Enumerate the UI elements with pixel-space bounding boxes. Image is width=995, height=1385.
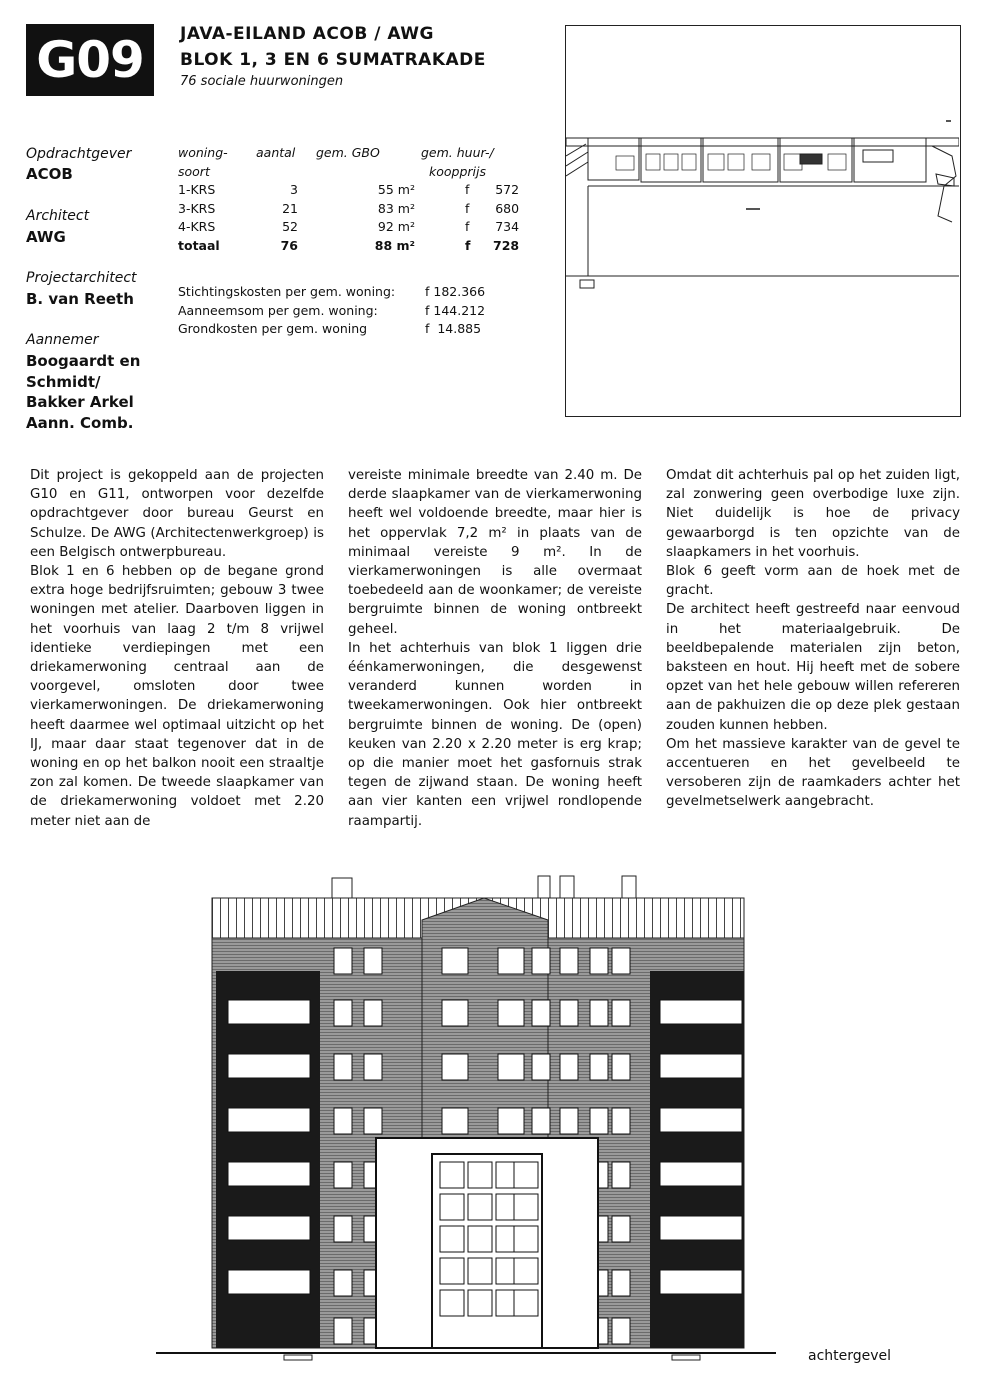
balcony-window — [228, 1054, 310, 1078]
total-label: totaal — [178, 237, 220, 253]
cost-row — [178, 302, 485, 321]
cell-count: 52 — [282, 219, 298, 234]
cell-gbo: 55 m² — [377, 182, 415, 197]
window — [334, 1216, 352, 1242]
window — [590, 1108, 608, 1134]
window — [532, 1108, 550, 1134]
window — [364, 1000, 382, 1026]
facade-svg — [156, 868, 801, 1368]
table-row — [178, 201, 523, 220]
bay-window-pane — [514, 1162, 538, 1188]
paragraph: Blok 1 en 6 hebben op de begane grond extra hoge bedrijfsruimten; gebouw 3 twee woningen met atelier. Daarboven liggen in het voorhuis van laag 2 t/m 8 vrijwel identieke verdiepingen met een driekamerwoning centraal aan de voorgevel, omsloten door twee vierkamerwoningen. De driekamerwoning heeft daarmee wel optimaal uitzicht op het IJ, maar daar staat tegenover dat in de woning en op het balkon nooit een straaltje zon zal komen. De tweede slaapkamer van de driekamerwoning voldoet met 2.20 meter niet aan de — [30, 564, 324, 829]
drawing-caption: achtergevel — [808, 1348, 892, 1364]
tower-window — [498, 1000, 524, 1026]
bay-window-pane — [440, 1226, 464, 1252]
contractor-line: Aann. Comb. — [26, 413, 134, 432]
balcony-window — [228, 1000, 310, 1024]
title-line-2: BLOK 1, 3 EN 6 SUMATRAKADE — [180, 50, 486, 70]
tower-window — [442, 1054, 468, 1080]
window — [334, 948, 352, 974]
cell-type: 4-KRS — [178, 219, 216, 234]
window — [612, 1054, 630, 1080]
tower-window — [442, 948, 468, 974]
title-line-1: JAVA-EILAND ACOB / AWG — [180, 24, 434, 44]
paragraph: vereiste minimale breedte van 2.40 m. De derde slaapkamer van de vierkamerwoning heeft wel voldoende breedte, maar hier is het oppervlak 7,2 m² in plaats van de minimaal vereiste 9 m². In de vierkamerwoningen is alle overmaat toebedeeld aan de woonkamer; de vereiste bergruimte binnen de woning ontbreekt geheel. — [348, 468, 642, 637]
cost-value: f 182.366 — [425, 284, 486, 299]
subtitle: 76 sociale huurwoningen — [180, 74, 344, 89]
paragraph: De architect heeft gestreefd naar eenvoud in het materiaalgebruik. De beeldbepalende materialen zijn beton, baksteen en hout. Hij heeft met de sobere opzet van het hele gebouw willen refereren aan de pakhuizen die op deze plek gestaan zouden kunnen hebben. — [666, 602, 960, 733]
bay-window-pane — [440, 1290, 464, 1316]
balcony-window — [660, 1054, 742, 1078]
contractor-line: Schmidt/ — [26, 372, 101, 391]
bay-window-pane — [468, 1162, 492, 1188]
bay-window-pane — [440, 1162, 464, 1188]
window — [612, 1162, 630, 1188]
window — [334, 1162, 352, 1188]
cell-gbo: 92 m² — [377, 219, 415, 234]
balcony-window — [660, 1108, 742, 1132]
window — [612, 948, 630, 974]
paragraph: Blok 6 geeft vorm aan de hoek met de gracht. — [666, 564, 960, 599]
bay-window-pane — [468, 1194, 492, 1220]
balcony-window — [228, 1270, 310, 1294]
window — [334, 1270, 352, 1296]
site-plan-drawing — [565, 25, 961, 417]
paragraph: Omdat dit achterhuis pal op het zuiden ligt, zal zonwering geen overbodige luxe zijn. Niet duidelijk is hoe de privacy gewaarborgd is ten opzichte van de slaapkamers in het voorhuis. — [666, 468, 960, 560]
total-count: 76 — [280, 237, 298, 253]
window — [560, 1108, 578, 1134]
cell-price: 680 — [495, 200, 520, 216]
bay-window-pane — [468, 1226, 492, 1252]
text-column-1 — [30, 466, 324, 831]
project-code-badge: G09 — [26, 24, 154, 96]
tower-window — [498, 1108, 524, 1134]
window — [532, 1000, 550, 1026]
window — [364, 1054, 382, 1080]
paragraph: Om het massieve karakter van de gevel te accentueren en het gevelbeeld te versoberen zijn de raamkaders achter het gevelmetselwerk aangebracht. — [666, 736, 960, 810]
balcony-window — [660, 1270, 742, 1294]
paragraph: Dit project is gekoppeld aan de projecten G10 en G11, ontworpen voor dezelfde opdrachtgever door bureau Geurst en Schulze. De AWG (Architectenwerkgroep) is een Belgisch ontwerpbureau. — [30, 468, 324, 560]
bay-window-pane — [514, 1290, 538, 1316]
cell-price: 572 — [495, 182, 520, 197]
window — [612, 1318, 630, 1344]
header-price-2: koopprijs — [429, 163, 487, 179]
window — [590, 948, 608, 974]
table-row — [178, 182, 523, 201]
tower-window — [442, 1000, 468, 1026]
cell-count: 3 — [290, 182, 298, 197]
credit-label-contractor: Aannemer — [26, 332, 99, 348]
cell-currency: f — [465, 219, 470, 234]
cell-count: 21 — [282, 200, 298, 216]
rear-facade-drawing — [156, 868, 801, 1368]
tower-window — [498, 1054, 524, 1080]
cell-price: 734 — [495, 219, 520, 234]
credit-label-client: Opdrachtgever — [26, 146, 132, 162]
bay-window-pane — [514, 1194, 538, 1220]
tower-window — [442, 1108, 468, 1134]
cost-value: f 14.885 — [425, 321, 482, 336]
cost-label: Grondkosten per gem. woning — [178, 321, 368, 336]
window — [590, 1000, 608, 1026]
bay-window-pane — [468, 1290, 492, 1316]
bay-window-pane — [514, 1226, 538, 1252]
window — [612, 1270, 630, 1296]
balcony-window — [660, 1000, 742, 1024]
balcony-window — [660, 1162, 742, 1186]
total-price: 728 — [493, 237, 520, 253]
cost-row — [178, 320, 485, 339]
total-currency: f — [465, 237, 471, 253]
bay-window-pane — [514, 1258, 538, 1284]
header-count: aantal — [256, 145, 296, 160]
balcony-window — [228, 1216, 310, 1240]
window — [590, 1054, 608, 1080]
header-type-2: soort — [178, 163, 210, 179]
bay-window-pane — [468, 1258, 492, 1284]
cost-label: Stichtingskosten per gem. woning: — [178, 284, 396, 299]
credit-value-client: ACOB — [26, 165, 73, 183]
credit-value-architect: AWG — [26, 228, 66, 246]
header-price: gem. huur-/ — [421, 145, 494, 160]
cell-currency: f — [465, 182, 470, 197]
window — [560, 948, 578, 974]
cell-type: 1-KRS — [178, 182, 216, 197]
contractor-line: Bakker Arkel — [26, 393, 134, 411]
contractor-line: Boogaardt en — [26, 352, 141, 370]
window — [364, 1108, 382, 1134]
window — [334, 1054, 352, 1080]
site-plan-svg — [566, 26, 959, 415]
window — [612, 1000, 630, 1026]
paragraph: In het achterhuis van blok 1 liggen drie éénkamerwoningen, die desgewenst veranderd kunnen worden in tweekamerwoningen. Ook hier ontbreekt bergruimte binnen de woning. De (open) keuken van 2.20 x 2.20 meter is erg krap; op die manier moet het gasfornuis strak tegen de zijwand staan. De woning heeft aan vier kanten een vrijwel rondlopende raampartij. — [348, 640, 642, 829]
header-gbo: gem. GBO — [316, 145, 380, 160]
cell-type: 3-KRS — [178, 200, 216, 216]
balcony-window — [228, 1162, 310, 1186]
window — [532, 948, 550, 974]
credit-value-contractor — [26, 351, 140, 433]
bay-window-pane — [440, 1258, 464, 1284]
cell-currency: f — [465, 200, 470, 216]
window — [612, 1108, 630, 1134]
cost-label: Aanneemsom per gem. woning: — [178, 302, 378, 318]
window — [560, 1000, 578, 1026]
credit-label-architect: Architect — [26, 208, 90, 224]
units-table — [178, 145, 523, 256]
text-column-2 — [348, 466, 642, 831]
balcony-window — [228, 1108, 310, 1132]
cost-value: f 144.212 — [425, 302, 486, 318]
window — [532, 1054, 550, 1080]
bay-window-pane — [440, 1194, 464, 1220]
credit-value-project-architect: B. van Reeth — [26, 290, 134, 308]
credit-label-project-architect: Projectarchitect — [26, 270, 137, 286]
window — [612, 1216, 630, 1242]
window — [560, 1054, 578, 1080]
total-gbo: 88 m² — [374, 237, 415, 253]
table-total-row — [178, 238, 523, 257]
window — [364, 948, 382, 974]
table-row — [178, 219, 523, 238]
header-type: woning- — [178, 145, 228, 160]
cell-gbo: 83 m² — [377, 200, 415, 216]
window — [334, 1318, 352, 1344]
costs-list — [178, 283, 485, 339]
tower-window — [498, 948, 524, 974]
balcony-window — [660, 1216, 742, 1240]
window — [334, 1000, 352, 1026]
cost-row — [178, 283, 485, 302]
text-column-3 — [666, 466, 960, 812]
window — [334, 1108, 352, 1134]
